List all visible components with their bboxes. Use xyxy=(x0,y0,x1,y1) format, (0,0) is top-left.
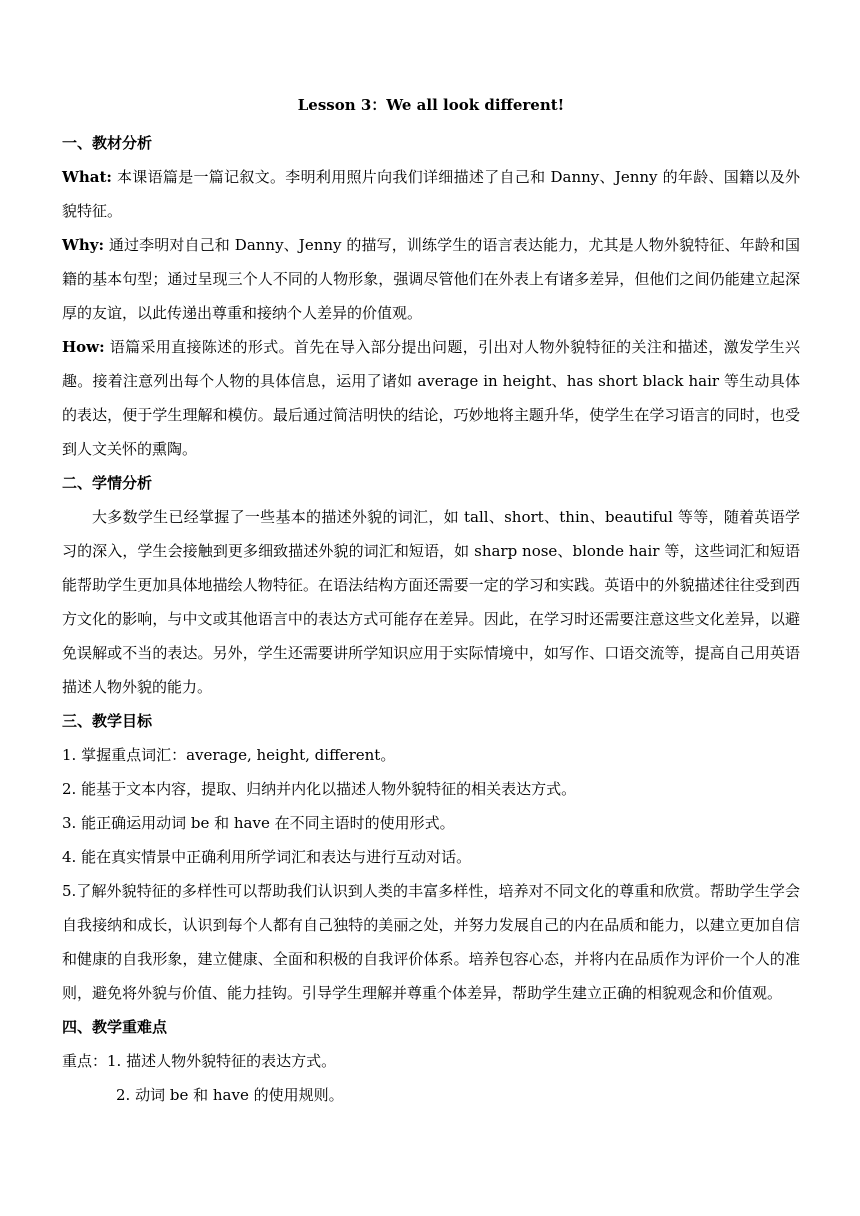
student-analysis-paragraph: 大多数学生已经掌握了一些基本的描述外貌的词汇，如 tall、short、thin、beautiful 等等，随着英语学习的深入，学生会接触到更多细致描述外貌的词汇和短语，如 sharp nose、blonde hair 等，这些词汇和短语能帮助学生更加具体地描绘人物特征。在语法结构方面还需要一定的学习和实践。英语中的外貌描述往往受到西方文化的影响，与中文或其他语言中的表达方式可能存在差异。因此，在学习时还需要注意这些文化差异，以避免误解或不当的表达。另外，学生还需要讲所学知识应用于实际情境中，如写作、口语交流等，提高自己用英语描述人物外貌的能力。 xyxy=(62,508,800,696)
what-label: What: xyxy=(62,168,112,186)
what-text: 本课语篇是一篇记叙文。李明利用照片向我们详细描述了自己和 Danny、Jenny 的年龄、国籍以及外貌特征。 xyxy=(62,168,800,220)
why-text: 通过李明对自己和 Danny、Jenny 的描写，训练学生的语言表达能力，尤其是人物外貌特征、年龄和国籍的基本句型；通过呈现三个人不同的人物形象，强调尽管他们在外表上有诸多差异，但他们之间仍能建立起深厚的友谊，以此传递出尊重和接纳个人差异的价值观。 xyxy=(62,236,800,322)
key-point-item-2: 2. 动词 be 和 have 的使用规则。 xyxy=(116,1086,344,1104)
objective-item-2: 2. 能基于文本内容，提取、归纳并内化以描述人物外貌特征的相关表达方式。 xyxy=(62,780,577,798)
section-heading-key-points: 四、教学重难点 xyxy=(62,1018,168,1036)
what-paragraph xyxy=(62,160,800,228)
objective-item-5: 5.了解外貌特征的多样性可以帮助我们认识到人类的丰富多样性，培养对不同文化的尊重和欣赏。帮助学生学会自我接纳和成长，认识到每个人都有自己独特的美丽之处，并努力发展自己的内在品质和能力，以建立更加自信和健康的自我形象，建立健康、全面和积极的自我评价体系。培养包容心态，并将内在品质作为评价一个人的准则，避免将外貌与价值、能力挂钩。引导学生理解并尊重个体差异，帮助学生建立正确的相貌观念和价值观。 xyxy=(62,882,800,1002)
why-label: Why: xyxy=(62,236,105,254)
why-paragraph xyxy=(62,228,800,330)
how-paragraph xyxy=(62,330,800,466)
lesson-title: Lesson 3：We all look different! xyxy=(297,96,565,114)
objective-item-1: 1. 掌握重点词汇：average, height, different。 xyxy=(62,746,396,764)
how-text: 语篇采用直接陈述的形式。首先在导入部分提出问题，引出对人物外貌特征的关注和描述，激发学生兴趣。接着注意列出每个人物的具体信息，运用了诸如 average in height、has short black hair 等生动具体的表达，便于学生理解和模仿。最后通过简洁明快的结论，巧妙地将主题升华，使学生在学习语言的同时，也受到人文关怀的熏陶。 xyxy=(62,338,800,458)
section-heading-textbook-analysis: 一、教材分析 xyxy=(62,134,153,152)
section-heading-teaching-objectives: 三、教学目标 xyxy=(62,712,153,730)
section-heading-student-analysis: 二、学情分析 xyxy=(62,474,153,492)
objective-item-4: 4. 能在真实情景中正确利用所学词汇和表达与进行互动对话。 xyxy=(62,848,472,866)
objective-item-3: 3. 能正确运用动词 be 和 have 在不同主语时的使用形式。 xyxy=(62,814,455,832)
key-point-label: 重点： xyxy=(62,1052,108,1070)
key-point-text-1: 1. 描述人物外貌特征的表达方式。 xyxy=(107,1052,337,1070)
document-page xyxy=(62,88,800,1112)
key-point-item-1 xyxy=(62,1044,800,1078)
how-label: How: xyxy=(62,338,105,356)
